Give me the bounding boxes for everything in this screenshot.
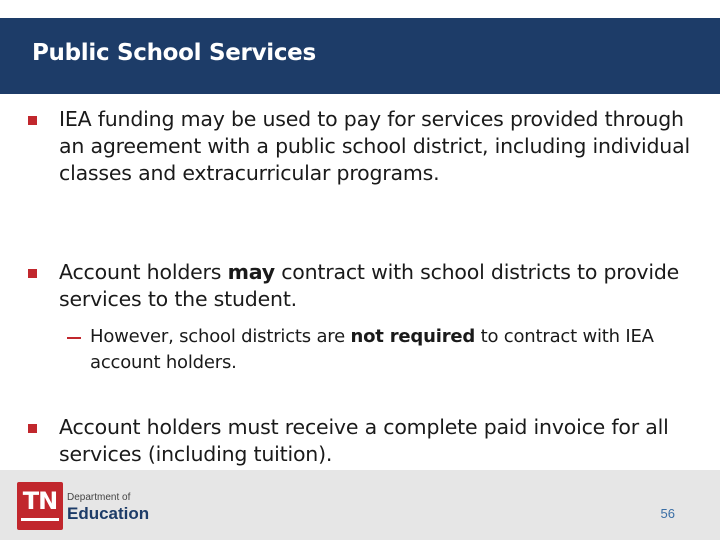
bullet-2 — [59, 259, 699, 313]
bullet-2-text-after: contract with school districts to provide services to the student. — [59, 260, 680, 311]
logo-department-text: Department of — [67, 492, 131, 503]
bullet-marker-2 — [28, 269, 37, 278]
bullet-2-bold: may — [227, 260, 275, 284]
logo-education-text: Education — [67, 504, 150, 523]
bullet-1: IEA funding may be used to pay for services provided through an agreement with a public school district, including individual classes and extracurricular programs. — [59, 107, 690, 185]
tn-logo-text: TN — [22, 487, 58, 515]
tn-logo-line — [21, 518, 59, 521]
sub-bullet-bold: not required — [350, 326, 476, 347]
footer — [0, 470, 720, 540]
sub-bullet-text-after: to contract with IEA account holders. — [90, 326, 654, 373]
sub-bullet-1 — [90, 324, 690, 376]
title-bar — [0, 18, 720, 94]
bullet-marker-3 — [28, 424, 37, 433]
bullet-3: Account holders must receive a complete paid invoice for all services (including tuition). — [59, 415, 669, 466]
sub-bullet-marker — [67, 337, 81, 339]
bullet-2-text-before: Account holders — [59, 260, 228, 284]
tn-logo-mark — [17, 482, 63, 530]
sub-bullet-text-before: However, school districts are — [90, 326, 351, 347]
tn-education-logo — [17, 482, 150, 530]
bullet-marker-1 — [28, 116, 37, 125]
slide-title: Public School Services — [32, 40, 316, 66]
page-number: 56 — [660, 506, 675, 521]
